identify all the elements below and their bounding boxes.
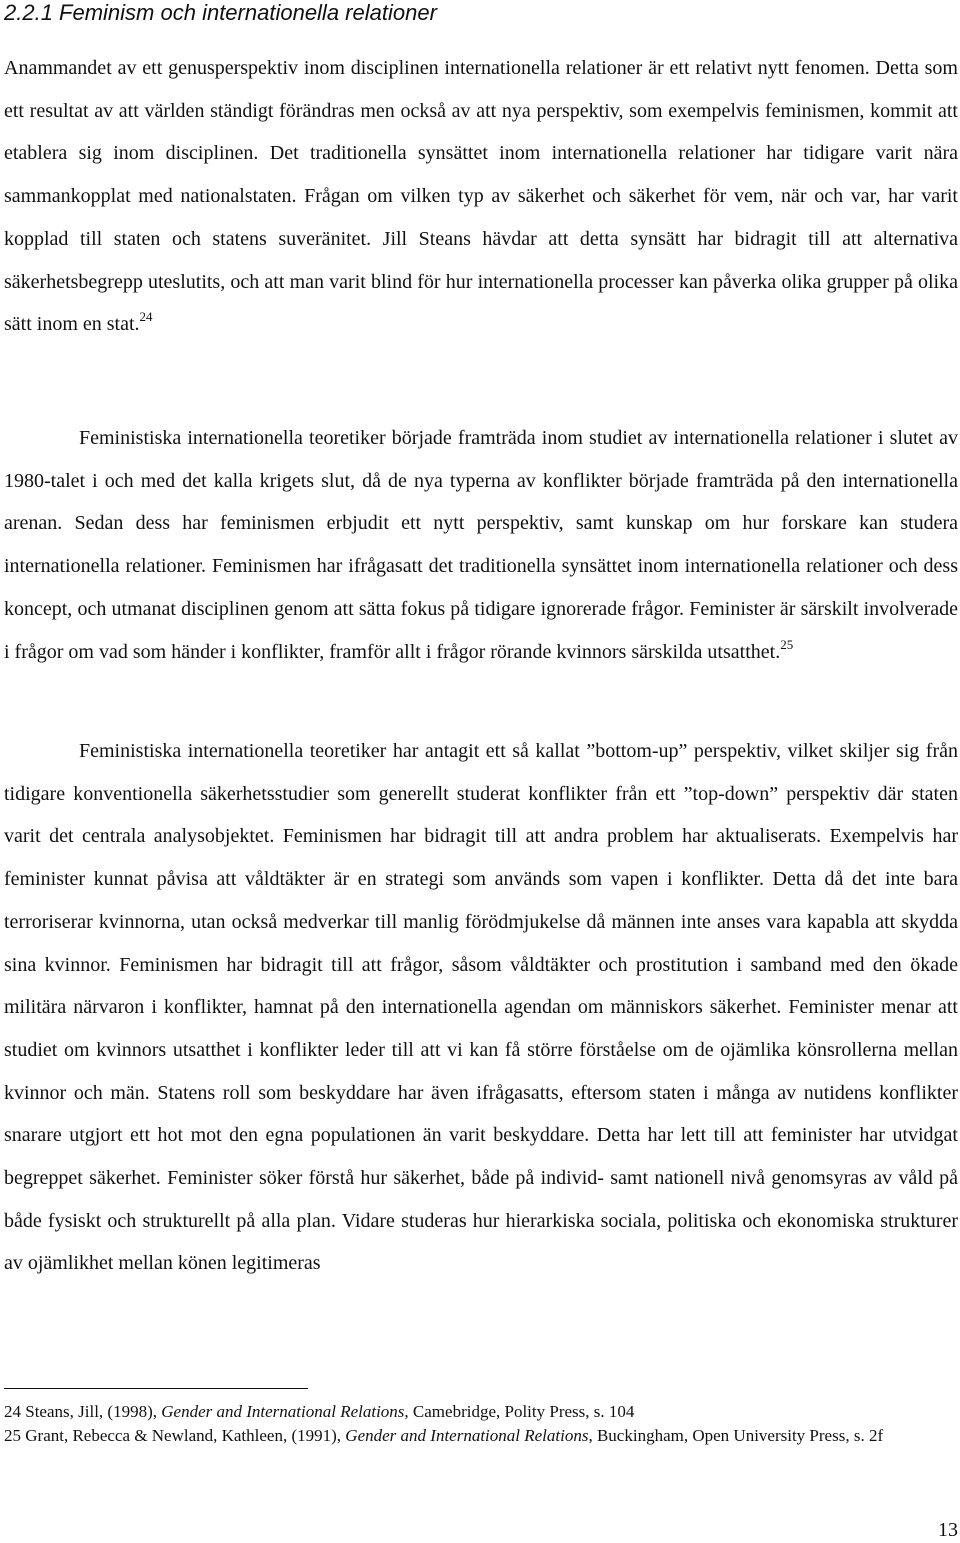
section-heading: 2.2.1 Feminism och internationella relationer <box>4 0 437 25</box>
body-paragraph <box>4 417 958 673</box>
footnote-title: Gender and International Relations <box>345 1426 589 1445</box>
body-paragraph <box>4 47 958 346</box>
footnote-number: 24 <box>4 1402 21 1421</box>
footnote <box>4 1400 958 1424</box>
paragraph-text: Feministiska internationella teoretiker har antagit ett så kallat ”bottom-up” perspektiv, vilket skiljer sig från tidigare konventionella säkerhetsstudier som generellt studerat konflikter från ett ”top-down” perspektiv där staten varit det centrala analysobjektet. Feminismen har bidragit till att andra problem har aktualiserats. Exempelvis har feminister kunnat påvisa att våldtäkter är en strategi som används som vapen i konflikter. Detta då det inte bara terroriserar kvinnorna, utan också medverkar till manlig förödmjukelse då männen inte anses vara kapabla att skydda sina kvinnor. Feminismen har bidragit till att frågor, såsom våldtäkter och prostitution i samband med den ökade militära närvaron i konflikter, hamnat på den internationella agendan om människors säkerhet. Feminister menar att studiet om kvinnors utsatthet i konflikter leder till att vi kan få större förståelse om de ojämlika könsrollerna mellan kvinnor och män. Statens roll som beskyddare har även ifrågasatts, eftersom staten i många av nutidens konflikter snarare utgjort ett hot mot den egna populationen än varit beskyddare. Detta har lett till att feminister har utvidgat begreppet säkerhet. Feminister söker förstå hur säkerhet, både på individ- samt nationell nivå genomsyras av våld på både fysiskt och strukturellt på alla plan. Vidare studeras hur hierarkiska sociala, politiska och ekonomiska strukturer av ojämlikhet mellan könen legitimeras <box>4 740 958 1275</box>
paragraph-text: Anammandet av ett genusperspektiv inom disciplinen internationella relationer är ett relativt nytt fenomen. Detta som ett resultat av att världen ständigt förändras men också av att nya perspektiv, som exempelvis feminismen, kommit att etablera sig inom disciplinen. Det traditionella synsättet inom internationella relationer har tidigare varit nära sammankopplat med nationalstaten. Frågan om vilken typ av säkerhet och säkerhet för vem, när och var, har varit kopplad till staten och statens suveränitet. Jill Steans hävdar att detta synsätt har bidragit till att alternativa säkerhetsbegrepp uteslutits, och att man varit blind för hur internationella processer kan påverka olika grupper på olika sätt inom en stat. <box>4 57 958 336</box>
footnote-divider <box>4 1388 308 1389</box>
body-paragraph <box>4 730 958 1285</box>
footnote-text: Steans, Jill, (1998), <box>21 1402 162 1421</box>
page-number: 13 <box>938 1519 958 1541</box>
footnote-text: , Camebridge, Polity Press, s. 104 <box>404 1402 635 1421</box>
footnotes <box>4 1400 958 1448</box>
footnote-number: 25 <box>4 1426 21 1445</box>
paragraph-text: Feministiska internationella teoretiker började framträda inom studiet av internationella relationer i slutet av 1980-talet i och med det kalla krigets slut, då de nya typerna av konflikter började framträda på den internationella arenan. Sedan dess har feminismen erbjudit ett nytt perspektiv, samt kunskap om hur forskare kan studera internationella relationer. Feminismen har ifrågasatt det traditionella synsättet inom internationella relationer och dess koncept, och utmanat disciplinen genom att sätta fokus på tidigare ignorerade frågor. Feminister är särskilt involverade i frågor om vad som händer i konflikter, framför allt i frågor rörande kvinnors särskilda utsatthet. <box>4 427 958 663</box>
footnote-ref[interactable]: 25 <box>780 636 794 652</box>
footnote-ref[interactable]: 24 <box>139 309 153 325</box>
footnote-text: , Buckingham, Open University Press, s. 2f <box>588 1426 884 1445</box>
footnote <box>4 1424 958 1448</box>
footnote-text: Grant, Rebecca & Newland, Kathleen, (1991), <box>21 1426 346 1445</box>
footnote-title: Gender and International Relations <box>161 1402 405 1421</box>
